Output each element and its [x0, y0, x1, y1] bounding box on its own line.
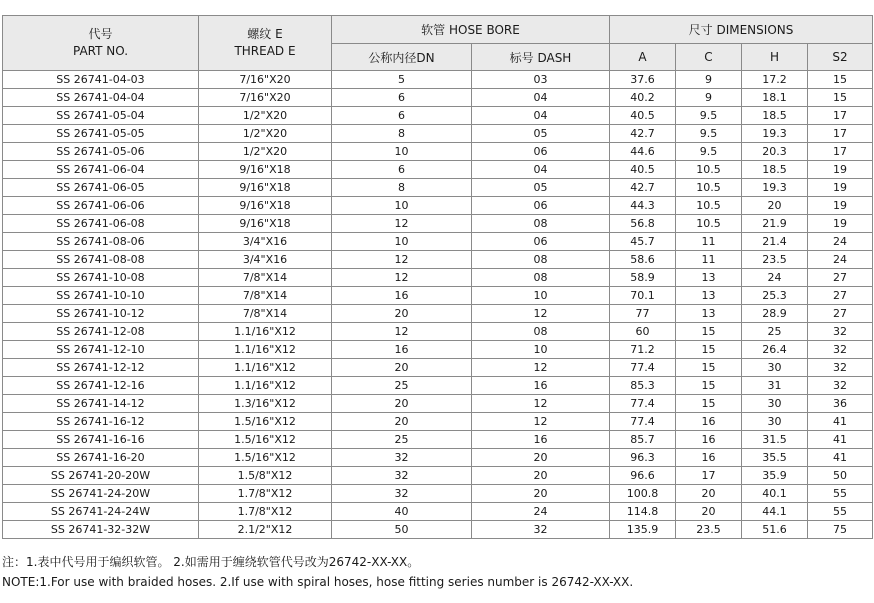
cell-h: 20 — [742, 197, 808, 215]
cell-dn: 8 — [332, 125, 472, 143]
cell-s2: 19 — [808, 179, 873, 197]
cell-thread: 1.5/16"X12 — [199, 431, 332, 449]
cell-h: 24 — [742, 269, 808, 287]
header-dash: 标号 DASH — [472, 44, 610, 71]
cell-part-no: SS 26741-10-10 — [3, 287, 199, 305]
cell-c: 15 — [676, 323, 742, 341]
cell-thread: 7/16"X20 — [199, 89, 332, 107]
cell-dash: 06 — [472, 143, 610, 161]
cell-h: 40.1 — [742, 485, 808, 503]
cell-s2: 15 — [808, 89, 873, 107]
cell-part-no: SS 26741-10-12 — [3, 305, 199, 323]
header-dimensions: 尺寸 DIMENSIONS — [610, 16, 873, 44]
cell-h: 31.5 — [742, 431, 808, 449]
cell-s2: 19 — [808, 197, 873, 215]
cell-dn: 16 — [332, 287, 472, 305]
cell-part-no: SS 26741-20-20W — [3, 467, 199, 485]
cell-h: 44.1 — [742, 503, 808, 521]
cell-s2: 24 — [808, 233, 873, 251]
cell-c: 9 — [676, 89, 742, 107]
table-row — [3, 485, 873, 503]
cell-h: 21.4 — [742, 233, 808, 251]
cell-thread: 1.1/16"X12 — [199, 377, 332, 395]
notes — [2, 552, 633, 592]
cell-h: 35.5 — [742, 449, 808, 467]
cell-s2: 27 — [808, 305, 873, 323]
cell-dash: 06 — [472, 197, 610, 215]
cell-dash: 04 — [472, 107, 610, 125]
cell-s2: 17 — [808, 143, 873, 161]
cell-c: 10.5 — [676, 197, 742, 215]
cell-c: 17 — [676, 467, 742, 485]
cell-c: 13 — [676, 305, 742, 323]
cell-part-no: SS 26741-16-16 — [3, 431, 199, 449]
cell-part-no: SS 26741-04-04 — [3, 89, 199, 107]
cell-s2: 50 — [808, 467, 873, 485]
cell-thread: 1.1/16"X12 — [199, 341, 332, 359]
cell-a: 60 — [610, 323, 676, 341]
cell-s2: 32 — [808, 323, 873, 341]
cell-part-no: SS 26741-05-05 — [3, 125, 199, 143]
cell-part-no: SS 26741-12-16 — [3, 377, 199, 395]
cell-c: 16 — [676, 431, 742, 449]
cell-a: 96.6 — [610, 467, 676, 485]
cell-c: 15 — [676, 341, 742, 359]
cell-dn: 40 — [332, 503, 472, 521]
cell-part-no: SS 26741-24-20W — [3, 485, 199, 503]
cell-a: 42.7 — [610, 179, 676, 197]
cell-s2: 41 — [808, 431, 873, 449]
header-part-no-cn: 代号 — [88, 27, 113, 41]
cell-s2: 75 — [808, 521, 873, 539]
cell-part-no: SS 26741-06-06 — [3, 197, 199, 215]
cell-s2: 19 — [808, 161, 873, 179]
cell-c: 16 — [676, 449, 742, 467]
cell-a: 71.2 — [610, 341, 676, 359]
cell-dash: 20 — [472, 467, 610, 485]
table-row — [3, 413, 873, 431]
cell-s2: 15 — [808, 71, 873, 89]
cell-thread: 1.5/16"X12 — [199, 449, 332, 467]
header-thread — [199, 16, 332, 71]
cell-a: 44.3 — [610, 197, 676, 215]
cell-dash: 03 — [472, 71, 610, 89]
cell-s2: 27 — [808, 287, 873, 305]
cell-thread: 3/4"X16 — [199, 251, 332, 269]
cell-dash: 05 — [472, 125, 610, 143]
cell-a: 100.8 — [610, 485, 676, 503]
cell-s2: 32 — [808, 341, 873, 359]
cell-part-no: SS 26741-12-08 — [3, 323, 199, 341]
cell-dn: 32 — [332, 449, 472, 467]
cell-thread: 7/16"X20 — [199, 71, 332, 89]
cell-dash: 20 — [472, 449, 610, 467]
cell-dash: 10 — [472, 341, 610, 359]
cell-dn: 12 — [332, 269, 472, 287]
table-row — [3, 467, 873, 485]
table-body — [3, 71, 873, 539]
cell-dn: 6 — [332, 107, 472, 125]
cell-thread: 1.5/16"X12 — [199, 413, 332, 431]
cell-c: 15 — [676, 395, 742, 413]
cell-dash: 08 — [472, 251, 610, 269]
cell-thread: 1.7/8"X12 — [199, 503, 332, 521]
cell-part-no: SS 26741-06-05 — [3, 179, 199, 197]
cell-dn: 25 — [332, 431, 472, 449]
cell-a: 40.5 — [610, 107, 676, 125]
cell-thread: 9/16"X18 — [199, 215, 332, 233]
cell-c: 9 — [676, 71, 742, 89]
cell-c: 15 — [676, 377, 742, 395]
cell-part-no: SS 26741-10-08 — [3, 269, 199, 287]
cell-a: 58.9 — [610, 269, 676, 287]
note-en: NOTE:1.For use with braided hoses. 2.If use with spiral hoses, hose fitting series number is 26742-XX-XX. — [2, 575, 634, 589]
cell-h: 30 — [742, 359, 808, 377]
cell-dash: 12 — [472, 395, 610, 413]
cell-part-no: SS 26741-12-10 — [3, 341, 199, 359]
cell-h: 17.2 — [742, 71, 808, 89]
cell-thread: 9/16"X18 — [199, 197, 332, 215]
cell-part-no: SS 26741-06-04 — [3, 161, 199, 179]
cell-dash: 12 — [472, 359, 610, 377]
table-row — [3, 323, 873, 341]
cell-thread: 1.1/16"X12 — [199, 359, 332, 377]
spec-table-container — [2, 15, 873, 539]
cell-thread: 7/8"X14 — [199, 269, 332, 287]
cell-h: 26.4 — [742, 341, 808, 359]
cell-c: 13 — [676, 287, 742, 305]
cell-h: 23.5 — [742, 251, 808, 269]
cell-a: 56.8 — [610, 215, 676, 233]
cell-c: 10.5 — [676, 179, 742, 197]
table-row — [3, 449, 873, 467]
table-row — [3, 503, 873, 521]
cell-s2: 32 — [808, 377, 873, 395]
cell-h: 18.5 — [742, 107, 808, 125]
header-part-no — [3, 16, 199, 71]
cell-c: 16 — [676, 413, 742, 431]
cell-a: 85.7 — [610, 431, 676, 449]
header-hose-bore: 软管 HOSE BORE — [332, 16, 610, 44]
cell-dn: 6 — [332, 161, 472, 179]
cell-part-no: SS 26741-12-12 — [3, 359, 199, 377]
table-row — [3, 305, 873, 323]
table-row — [3, 125, 873, 143]
cell-dn: 16 — [332, 341, 472, 359]
cell-dash: 05 — [472, 179, 610, 197]
cell-dn: 20 — [332, 413, 472, 431]
cell-thread: 3/4"X16 — [199, 233, 332, 251]
cell-thread: 7/8"X14 — [199, 287, 332, 305]
cell-c: 20 — [676, 485, 742, 503]
cell-dn: 12 — [332, 215, 472, 233]
cell-part-no: SS 26741-16-20 — [3, 449, 199, 467]
cell-thread: 9/16"X18 — [199, 179, 332, 197]
table-row — [3, 377, 873, 395]
cell-h: 30 — [742, 395, 808, 413]
cell-part-no: SS 26741-05-06 — [3, 143, 199, 161]
cell-c: 9.5 — [676, 143, 742, 161]
cell-a: 40.2 — [610, 89, 676, 107]
cell-part-no: SS 26741-08-08 — [3, 251, 199, 269]
cell-c: 11 — [676, 233, 742, 251]
cell-dash: 12 — [472, 413, 610, 431]
cell-dash: 24 — [472, 503, 610, 521]
cell-thread: 1/2"X20 — [199, 143, 332, 161]
cell-a: 96.3 — [610, 449, 676, 467]
cell-a: 77.4 — [610, 413, 676, 431]
cell-h: 25 — [742, 323, 808, 341]
cell-thread: 1.3/16"X12 — [199, 395, 332, 413]
table-row — [3, 107, 873, 125]
cell-h: 18.5 — [742, 161, 808, 179]
cell-part-no: SS 26741-05-04 — [3, 107, 199, 125]
table-row — [3, 251, 873, 269]
cell-dn: 10 — [332, 197, 472, 215]
cell-c: 10.5 — [676, 215, 742, 233]
cell-s2: 17 — [808, 125, 873, 143]
cell-dash: 32 — [472, 521, 610, 539]
table-row — [3, 179, 873, 197]
cell-c: 15 — [676, 359, 742, 377]
cell-dn: 20 — [332, 395, 472, 413]
cell-thread: 1.5/8"X12 — [199, 467, 332, 485]
cell-a: 77.4 — [610, 359, 676, 377]
header-thread-cn: 螺纹 E — [247, 27, 283, 41]
cell-dash: 08 — [472, 323, 610, 341]
cell-dn: 12 — [332, 251, 472, 269]
cell-h: 19.3 — [742, 179, 808, 197]
cell-h: 28.9 — [742, 305, 808, 323]
cell-dn: 50 — [332, 521, 472, 539]
table-row — [3, 89, 873, 107]
cell-s2: 27 — [808, 269, 873, 287]
cell-dn: 20 — [332, 305, 472, 323]
cell-part-no: SS 26741-16-12 — [3, 413, 199, 431]
cell-h: 30 — [742, 413, 808, 431]
spec-table — [2, 15, 873, 539]
cell-a: 58.6 — [610, 251, 676, 269]
cell-c: 11 — [676, 251, 742, 269]
cell-thread: 1.7/8"X12 — [199, 485, 332, 503]
cell-dash: 08 — [472, 215, 610, 233]
table-row — [3, 395, 873, 413]
table-row — [3, 197, 873, 215]
cell-s2: 32 — [808, 359, 873, 377]
cell-h: 18.1 — [742, 89, 808, 107]
cell-c: 20 — [676, 503, 742, 521]
cell-s2: 36 — [808, 395, 873, 413]
cell-a: 45.7 — [610, 233, 676, 251]
header-c: C — [676, 44, 742, 71]
table-row — [3, 233, 873, 251]
cell-a: 135.9 — [610, 521, 676, 539]
cell-c: 9.5 — [676, 107, 742, 125]
cell-dn: 12 — [332, 323, 472, 341]
cell-s2: 55 — [808, 485, 873, 503]
cell-a: 77.4 — [610, 395, 676, 413]
note-cn: 注：1.表中代号用于编织软管。 2.如需用于缠绕软管代号改为26742-XX-XX。 — [2, 555, 420, 569]
cell-c: 10.5 — [676, 161, 742, 179]
cell-part-no: SS 26741-08-06 — [3, 233, 199, 251]
cell-dash: 10 — [472, 287, 610, 305]
header-dn: 公称内径DN — [332, 44, 472, 71]
cell-s2: 41 — [808, 449, 873, 467]
cell-dash: 20 — [472, 485, 610, 503]
table-row — [3, 71, 873, 89]
cell-dn: 6 — [332, 89, 472, 107]
cell-dn: 32 — [332, 485, 472, 503]
cell-s2: 24 — [808, 251, 873, 269]
cell-dash: 08 — [472, 269, 610, 287]
table-row — [3, 161, 873, 179]
cell-thread: 1.1/16"X12 — [199, 323, 332, 341]
cell-dn: 10 — [332, 233, 472, 251]
cell-dn: 20 — [332, 359, 472, 377]
header-s2: S2 — [808, 44, 873, 71]
cell-s2: 55 — [808, 503, 873, 521]
table-row — [3, 431, 873, 449]
cell-part-no: SS 26741-04-03 — [3, 71, 199, 89]
cell-s2: 19 — [808, 215, 873, 233]
cell-h: 19.3 — [742, 125, 808, 143]
cell-dash: 12 — [472, 305, 610, 323]
table-row — [3, 269, 873, 287]
cell-h: 31 — [742, 377, 808, 395]
table-row — [3, 359, 873, 377]
cell-thread: 7/8"X14 — [199, 305, 332, 323]
cell-c: 9.5 — [676, 125, 742, 143]
cell-a: 44.6 — [610, 143, 676, 161]
cell-h: 21.9 — [742, 215, 808, 233]
cell-dn: 32 — [332, 467, 472, 485]
cell-dash: 16 — [472, 377, 610, 395]
cell-h: 35.9 — [742, 467, 808, 485]
cell-a: 77 — [610, 305, 676, 323]
cell-a: 42.7 — [610, 125, 676, 143]
header-h: H — [742, 44, 808, 71]
cell-dash: 04 — [472, 89, 610, 107]
header-thread-en: THREAD E — [234, 44, 296, 58]
cell-dash: 04 — [472, 161, 610, 179]
cell-thread: 2.1/2"X12 — [199, 521, 332, 539]
table-row — [3, 521, 873, 539]
cell-h: 20.3 — [742, 143, 808, 161]
cell-a: 85.3 — [610, 377, 676, 395]
cell-h: 51.6 — [742, 521, 808, 539]
cell-c: 13 — [676, 269, 742, 287]
table-row — [3, 341, 873, 359]
cell-s2: 41 — [808, 413, 873, 431]
cell-part-no: SS 26741-06-08 — [3, 215, 199, 233]
cell-thread: 9/16"X18 — [199, 161, 332, 179]
table-row — [3, 143, 873, 161]
cell-a: 114.8 — [610, 503, 676, 521]
cell-part-no: SS 26741-32-32W — [3, 521, 199, 539]
header-a: A — [610, 44, 676, 71]
table-header — [3, 16, 873, 71]
cell-a: 37.6 — [610, 71, 676, 89]
table-row — [3, 287, 873, 305]
cell-dash: 16 — [472, 431, 610, 449]
cell-dn: 5 — [332, 71, 472, 89]
cell-s2: 17 — [808, 107, 873, 125]
cell-thread: 1/2"X20 — [199, 125, 332, 143]
table-row — [3, 215, 873, 233]
cell-c: 23.5 — [676, 521, 742, 539]
cell-part-no: SS 26741-14-12 — [3, 395, 199, 413]
cell-a: 40.5 — [610, 161, 676, 179]
cell-dash: 06 — [472, 233, 610, 251]
cell-thread: 1/2"X20 — [199, 107, 332, 125]
header-part-no-en: PART NO. — [72, 44, 129, 58]
cell-a: 70.1 — [610, 287, 676, 305]
cell-dn: 8 — [332, 179, 472, 197]
cell-part-no: SS 26741-24-24W — [3, 503, 199, 521]
cell-dn: 10 — [332, 143, 472, 161]
cell-dn: 25 — [332, 377, 472, 395]
cell-h: 25.3 — [742, 287, 808, 305]
